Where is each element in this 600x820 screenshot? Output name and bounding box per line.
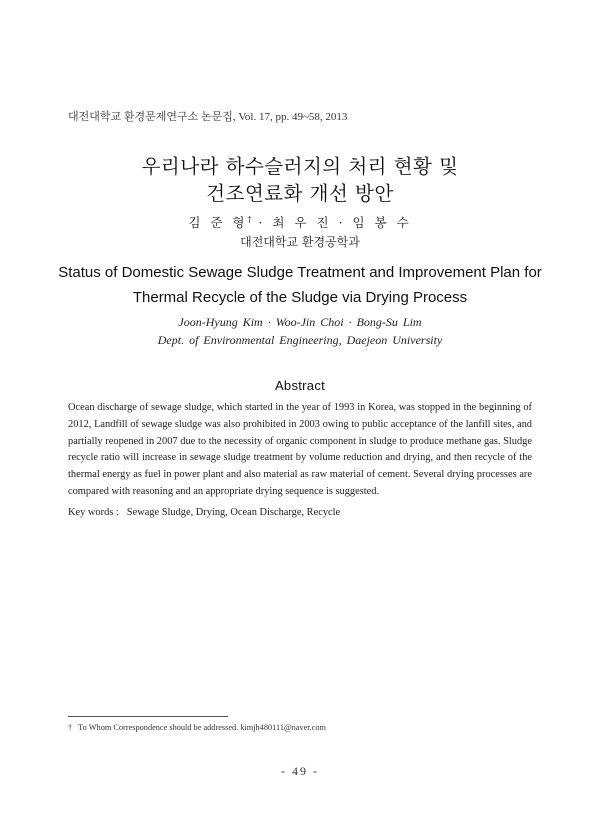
- abstract-body: Ocean discharge of sewage sludge, which started in the year of 1993 in Korea, was stopped in the beginning of 2012, Landfill of sewage sludge was also prohibited in 2003 owing to public acceptance of the lanfill sites, and partially reopened in 2007 due to the necessity of organic component in sludge to produce methane gas. Sludge recycle ratio will increase in sewage sludge treatment by volume reduction and drying, and then recycle of the thermal energy as fuel in power plant and also material as raw material of cement. Several drying processes are compared with reasoning and an appropriate drying sequence is suggested.: [68, 402, 532, 497]
- abstract-heading: Abstract: [274, 378, 326, 393]
- english-title-line-1: Status of Domestic Sewage Sludge Treatment and Improvement Plan for: [58, 264, 542, 281]
- keywords: [68, 507, 340, 518]
- footnote-text: To Whom Correspondence should be addressed. kimjh480111@naver.com: [78, 723, 326, 732]
- korean-co-authors: · 최 우 진 · 임 봉 수: [251, 215, 412, 230]
- footnote-dagger: †: [68, 723, 73, 732]
- keywords-value: Sewage Sludge, Drying, Ocean Discharge, Recycle: [126, 507, 341, 518]
- english-title-line-2: Thermal Recycle of the Sludge via Drying Process: [132, 289, 468, 306]
- page-number: - 49 -: [281, 764, 319, 778]
- footnote-divider: [68, 716, 228, 717]
- footnote: [68, 723, 326, 732]
- korean-authors: [0, 213, 600, 231]
- korean-title-line-1: 우리나라 하수슬러지의 처리 현황 및: [141, 155, 459, 178]
- korean-title-line-2: 건조연료화 개선 방안: [206, 182, 394, 205]
- english-authors: Joon-Hyung Kim · Woo-Jin Choi · Bong-Su Lim: [178, 315, 422, 329]
- korean-affiliation: 대전대학교 환경공학과: [240, 235, 360, 249]
- journal-citation: 대전대학교 환경문제연구소 논문집, Vol. 17, pp. 49~58, 2013: [68, 111, 348, 123]
- korean-first-author: 김 준 형: [188, 215, 248, 230]
- keywords-label: Key words :: [68, 507, 119, 518]
- corresponding-author-mark: †: [247, 214, 252, 224]
- english-affiliation: Dept. of Environmental Engineering, Daejeon University: [157, 333, 443, 347]
